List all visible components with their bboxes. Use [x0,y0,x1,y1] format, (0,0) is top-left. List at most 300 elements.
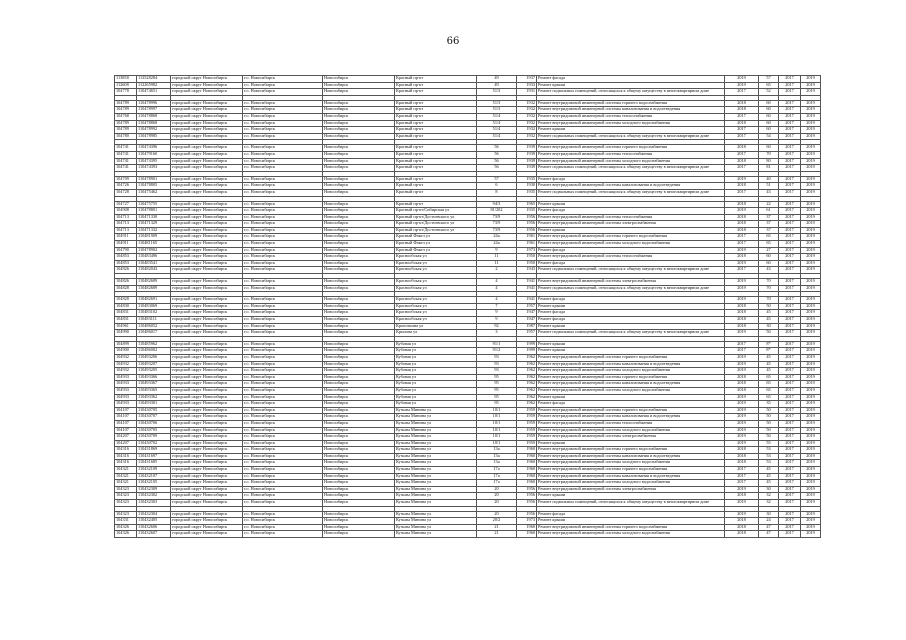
table-row [115,401,821,408]
table-cell-c2: 110478985 [137,133,171,140]
table-cell-c8: 1956 [517,486,537,493]
table-cell-c8: 1956 [517,511,537,518]
table-cell-c3: городской округ Новосибирск [171,201,243,208]
table-cell-c13: 2019 [801,317,821,324]
table-cell-c4: г.о. Новосибирск [243,247,323,254]
table-cell-c13: 2019 [801,518,821,525]
table-cell-c10: 2019 [725,76,759,83]
table-cell-c9: Ремонт внутридомовой инженерной системы горячего водоснабжения [537,234,725,241]
table-cell-c3: городской округ Новосибирск [171,221,243,228]
table-cell-c3: городской округ Новосибирск [171,440,243,447]
table-cell-c13: 2019 [801,394,821,401]
table-row [115,89,821,96]
table-cell-c5: Новосибирск [323,440,395,447]
table-row [115,133,821,140]
table-cell-c4: г.о. Новосибирск [243,453,323,460]
table-cell-c8: 1935 [517,189,537,196]
table-cell-c2: 110432405 [137,518,171,525]
table-cell-c2: 110430705 [137,427,171,434]
table-cell-c6: Кузьмы Минина ул [395,440,477,447]
table-cell-c11: 60 [759,145,779,152]
table-cell-c3: городской округ Новосибирск [171,407,243,414]
table-cell-c10: 2019 [725,420,759,427]
table-cell-c1: 104790 [115,247,137,254]
table-cell-c3: городской округ Новосибирск [171,241,243,248]
table-cell-c13: 2019 [801,460,821,467]
table-cell-c9: Ремонт внутридомовой инженерной системы теплоснабжения [537,151,725,158]
table-cell-c3: городской округ Новосибирск [171,100,243,107]
table-cell-c1: 104107 [115,427,137,434]
table-cell-c10: 2017 [725,133,759,140]
table-cell-c2: 110432303 [137,500,171,507]
table-cell-c12: 2017 [779,285,801,292]
table-cell-c2: 110432109 [137,467,171,474]
table-cell-c9: Ремонт внутридомовой инженерной системы горячего водоснабжения [537,467,725,474]
table-cell-c6: Красный пр-кт [395,189,477,196]
table-cell-c2: 110478997 [137,107,171,114]
table-cell-c3: городской округ Новосибирск [171,387,243,394]
table-cell-c1: 104741 [115,158,137,165]
table-cell-c10: 2017 [725,467,759,474]
table-cell-c13: 2019 [801,227,821,234]
table-cell-c7: 51/4 [477,127,517,134]
table-cell-c3: городской округ Новосибирск [171,127,243,134]
table-cell-c1: 112608 [115,82,137,89]
table-cell-c4: г.о. Новосибирск [243,127,323,134]
table-cell-c8: 1960 [517,480,537,487]
table-cell-c3: городской округ Новосибирск [171,453,243,460]
table-cell-c8: 1932 [517,100,537,107]
table-cell-c11: 50 [759,407,779,414]
table-cell-c13: 2019 [801,107,821,114]
table-cell-c3: городской округ Новосибирск [171,260,243,267]
table-cell-c8: 1937 [517,76,537,83]
table-cell-c5: Новосибирск [323,82,395,89]
table-cell-c5: Новосибирск [323,260,395,267]
table-row [115,189,821,196]
table-body [115,76,821,538]
table-cell-c11: 57 [759,76,779,83]
table-cell-c13: 2019 [801,500,821,507]
table-cell-c11: 65 [759,234,779,241]
table-cell-c1: 104933 [115,401,137,408]
table-cell-c5: Новосибирск [323,401,395,408]
table-cell-c11: 70 [759,297,779,304]
table-cell-c11: 53 [759,460,779,467]
table-cell-c3: городской округ Новосибирск [171,486,243,493]
table-cell-c8: 1965 [517,201,537,208]
table-cell-c10: 2017 [725,113,759,120]
table-cell-c1: 104207 [115,440,137,447]
table-cell-c11: 70 [759,285,779,292]
table-cell-c10: 2018 [725,323,759,330]
table-cell-c12: 2017 [779,310,801,317]
table-cell-c13: 2019 [801,434,821,441]
table-cell-c10: 2019 [725,440,759,447]
table-cell-c2: 110430705 [137,407,171,414]
table-cell-c12: 2017 [779,407,801,414]
table-cell-c1: 104899 [115,341,137,348]
table-cell-c9: Ремонт подвальных помещений, относящихся к общему имуществу в многоквартирном доме [537,330,725,337]
table-cell-c7: 17а [477,473,517,480]
table-cell-c12: 2017 [779,133,801,140]
table-cell-c4: г.о. Новосибирск [243,427,323,434]
table-cell-c11: 53 [759,453,779,460]
table-cell-c8: 1959 [517,420,537,427]
table-cell-c7: 51/3 [477,89,517,96]
table-cell-c6: Краснообская ул [395,285,477,292]
table-cell-c8: 1932 [517,113,537,120]
table-row [115,113,821,120]
table-cell-c10: 2018 [725,100,759,107]
table-cell-c6: Красный пр-кт [395,133,477,140]
table-cell-c4: г.о. Новосибирск [243,214,323,221]
table-cell-c13: 2019 [801,89,821,96]
table-row [115,341,821,348]
table-cell-c9: Ремонт внутридомовой инженерной системы электроснабжения [537,434,725,441]
table-cell-c6: Красный пр-кт [395,183,477,190]
table-row [115,447,821,454]
table-cell-c2: 110478805 [137,183,171,190]
table-cell-c5: Новосибирск [323,420,395,427]
table-cell-c9: Ремонт фасада [537,176,725,183]
table-cell-c9: Ремонт фасада [537,208,725,215]
table-cell-c11: 60 [759,107,779,114]
table-cell-c12: 2017 [779,227,801,234]
table-cell-c12: 2017 [779,401,801,408]
table-cell-c12: 2017 [779,89,801,96]
table-cell-c13: 2019 [801,208,821,215]
table-cell-c2: 110486052 [137,323,171,330]
table-cell-c4: г.о. Новосибирск [243,374,323,381]
table-cell-c4: г.о. Новосибирск [243,89,323,96]
table-row [115,303,821,310]
table-cell-c8: 1947 [517,310,537,317]
table-cell-c6: Кропоткина ул [395,323,477,330]
table-cell-c10: 2017 [725,241,759,248]
table-cell-c11: 30 [759,486,779,493]
table-cell-c4: г.о. Новосибирск [243,467,323,474]
table-cell-c7: 51/4 [477,113,517,120]
table-row [115,82,821,89]
table-cell-c10: 2017 [725,234,759,241]
table-cell-c13: 2019 [801,234,821,241]
table-cell-c8: 1960 [517,473,537,480]
table-cell-c11: 30 [759,323,779,330]
table-cell-c12: 2017 [779,176,801,183]
table-cell-c10: 2017 [725,89,759,96]
table-cell-c2: 110478901 [137,176,171,183]
table-cell-c12: 2017 [779,76,801,83]
table-cell-c8: 1935 [517,176,537,183]
table-cell-c4: г.о. Новосибирск [243,440,323,447]
table-cell-c6: Кузьмы Минина ул [395,473,477,480]
table-row [115,354,821,361]
table-cell-c9: Ремонт внутридомовой инженерной системы электроснабжения [537,279,725,286]
table-cell-c13: 2019 [801,493,821,500]
table-row [115,368,821,375]
table-row [115,387,821,394]
table-cell-c13: 2019 [801,330,821,337]
table-row [115,434,821,441]
table-cell-c2: 110485962 [137,341,171,348]
table-cell-c1: 104727 [115,201,137,208]
table-cell-c3: городской округ Новосибирск [171,341,243,348]
table-row [115,208,821,215]
table-cell-c8: 1932 [517,120,537,127]
table-cell-c10: 2018 [725,107,759,114]
table-cell-c5: Новосибирск [323,267,395,274]
table-cell-c9: Ремонт фасада [537,76,725,83]
table-cell-c1: 104741 [115,145,137,152]
page-number: 66 [446,36,460,47]
table-cell-c3: городской округ Новосибирск [171,460,243,467]
table-cell-c1: 104321 [115,467,137,474]
table-cell-c8: 1941 [517,279,537,286]
table-cell-c6: Кузьмы Минина ул [395,414,477,421]
table-cell-c12: 2017 [779,348,801,355]
table-cell-c2: 110493366 [137,374,171,381]
table-cell-c12: 2017 [779,297,801,304]
table-cell-c2: 110478868 [137,113,171,120]
table-cell-c5: Новосибирск [323,500,395,507]
table-cell-c6: Кубовая ул [395,341,477,348]
table-cell-c12: 2017 [779,493,801,500]
table-cell-c4: г.о. Новосибирск [243,524,323,531]
table-cell-c10: 2018 [725,387,759,394]
table-cell-c7: 9 [477,317,517,324]
table-cell-c2: 110430706 [137,420,171,427]
table-cell-c12: 2017 [779,447,801,454]
table-cell-c8: 1950 [517,260,537,267]
table-cell-c13: 2019 [801,113,821,120]
table-cell-c2: 110478902 [137,247,171,254]
table-cell-c7: 49 [477,82,517,89]
table-cell-c13: 2019 [801,247,821,254]
table-cell-c2: 110483102 [137,310,171,317]
table-cell-c6: Красный пр-кт [395,201,477,208]
table-cell-c6: Кузьмы Минина ул [395,453,477,460]
table-cell-c3: городской округ Новосибирск [171,107,243,114]
table-cell-c11: 50 [759,330,779,337]
table-cell-c5: Новосибирск [323,165,395,172]
table-cell-c8: 1999 [517,348,537,355]
table-cell-c5: Новосибирск [323,133,395,140]
table-cell-c5: Новосибирск [323,158,395,165]
table-cell-c5: Новосибирск [323,323,395,330]
table-cell-c9: Ремонт внутридомовой инженерной системы канализования и водоотведения [537,453,725,460]
table-cell-c5: Новосибирск [323,414,395,421]
table-cell-c1: 104778 [115,89,137,96]
table-cell-c3: городской округ Новосибирск [171,145,243,152]
table-cell-c1: 104831 [115,310,137,317]
table-cell-c10: 2018 [725,254,759,261]
table-cell-c7: 93 [477,361,517,368]
table-cell-c3: городской округ Новосибирск [171,427,243,434]
table-cell-c4: г.о. Новосибирск [243,120,323,127]
table-cell-c9: Ремонт внутридомовой инженерной системы горячего водоснабжения [537,354,725,361]
table-cell-c10: 2019 [725,260,759,267]
table-cell-c6: Кузьмы Минина ул [395,427,477,434]
table-cell-c6: Красный пр-кт [395,113,477,120]
table-row [115,460,821,467]
table-cell-c1: 104911 [115,241,137,248]
table-cell-c4: г.о. Новосибирск [243,158,323,165]
table-row [115,348,821,355]
table-cell-c8: 1931 [517,89,537,96]
table-row [115,427,821,434]
table-cell-c4: г.о. Новосибирск [243,460,323,467]
table-cell-c2: 110483069 [137,303,171,310]
table-cell-c12: 2017 [779,486,801,493]
table-cell-c8: 1956 [517,214,537,221]
table-cell-c13: 2019 [801,310,821,317]
table-cell-c12: 2017 [779,387,801,394]
table-cell-c2: 110431869 [137,447,171,454]
table-cell-c2: 110430702 [137,440,171,447]
table-cell-c7: 93 [477,354,517,361]
table-cell-c3: городской округ Новосибирск [171,420,243,427]
table-cell-c6: Крылова ул [395,330,477,337]
table-cell-c1: 104768 [115,113,137,120]
table-cell-c7: 91/1 [477,341,517,348]
table-cell-c7: 95 [477,394,517,401]
table-cell-c4: г.о. Новосибирск [243,208,323,215]
table-cell-c9: Ремонт фасада [537,317,725,324]
table-cell-c11: 43 [759,267,779,274]
table-row [115,440,821,447]
table-cell-c2: 110486002 [137,348,171,355]
table-cell-c9: Ремонт подвальных помещений, относящихся к общему имуществу в многоквартирном доме [537,165,725,172]
table-cell-c12: 2017 [779,145,801,152]
table-cell-c5: Новосибирск [323,221,395,228]
table-cell-c12: 2017 [779,317,801,324]
table-cell-c9: Ремонт внутридомовой инженерной системы канализования и водоотведения [537,381,725,388]
table-cell-c9: Ремонт фасада [537,260,725,267]
table-cell-c6: Красный пр-кт [395,120,477,127]
table-cell-c7: 11 [477,260,517,267]
table-cell-c10: 2018 [725,120,759,127]
table-cell-c5: Новосибирск [323,341,395,348]
table-cell-c7: 51/3 [477,107,517,114]
table-cell-c7: 93 [477,368,517,375]
table-cell-c13: 2019 [801,260,821,267]
table-cell-c4: г.о. Новосибирск [243,165,323,172]
table-cell-c5: Новосибирск [323,368,395,375]
table-cell-c5: Новосибирск [323,310,395,317]
table-cell-c11: 54 [759,133,779,140]
table-cell-c4: г.о. Новосибирск [243,368,323,375]
table-cell-c7: 2 [477,267,517,274]
table-cell-c10: 2019 [725,368,759,375]
table-cell-c9: Ремонт внутридомовой инженерной системы электроснабжения [537,486,725,493]
table-cell-c2: 110478801 [137,208,171,215]
table-cell-c12: 2017 [779,183,801,190]
table-cell-c9: Ремонт подвальных помещений, относящихся к общему имуществу в многоквартирном доме [537,189,725,196]
table-cell-c2: 110432105 [137,480,171,487]
table-cell-c2: 110471329 [137,221,171,228]
table-cell-c10: 2018 [725,303,759,310]
table-cell-c12: 2017 [779,467,801,474]
table-cell-c8: 1960 [517,531,537,538]
table-cell-c7: 73/9 [477,221,517,228]
table-cell-c1: 104728 [115,189,137,196]
table-cell-c5: Новосибирск [323,486,395,493]
table-row [115,201,821,208]
table-cell-c7: 4 [477,285,517,292]
table-cell-c11: 27 [759,247,779,254]
table-cell-c4: г.о. Новосибирск [243,381,323,388]
table-cell-c2: 110482043 [137,267,171,274]
table-cell-c11: 60 [759,127,779,134]
table-cell-c3: городской округ Новосибирск [171,317,243,324]
table-cell-c2: 110475755 [137,201,171,208]
table-cell-c8: 1932 [517,107,537,114]
table-row [115,531,821,538]
table-cell-c5: Новосибирск [323,227,395,234]
table-cell-c13: 2019 [801,414,821,421]
table-cell-c3: городской округ Новосибирск [171,330,243,337]
table-cell-c9: Ремонт внутридомовой инженерной системы горячего водоснабжения [537,100,725,107]
table-cell-c5: Новосибирск [323,189,395,196]
table-cell-c9: Ремонт подвальных помещений, относящихся к общему имуществу в многоквартирном доме [537,133,725,140]
table-cell-c7: 8 [477,189,517,196]
table-cell-c10: 2018 [725,214,759,221]
table-cell-c6: Красный пр-кт [395,145,477,152]
table-cell-c11: 45 [759,361,779,368]
table-cell-c3: городской округ Новосибирск [171,133,243,140]
table-row [115,420,821,427]
table-cell-c9: Ремонт внутридомовой инженерной системы горячего водоснабжения [537,145,725,152]
table-cell-c8: 1960 [517,467,537,474]
table-cell-c11: 61 [759,208,779,215]
table-cell-c8: 1959 [517,427,537,434]
table-cell-c2: 110493301 [137,401,171,408]
table-cell-c7: 51/4 [477,133,517,140]
table-cell-c5: Новосибирск [323,303,395,310]
table-cell-c1: 104323 [115,511,137,518]
table-cell-c10: 2018 [725,493,759,500]
table-cell-c12: 2017 [779,531,801,538]
table-cell-c2: 110493206 [137,354,171,361]
table-cell-c10: 2019 [725,394,759,401]
table-cell-c12: 2017 [779,201,801,208]
table-cell-c10: 2019 [725,330,759,337]
table-cell-c10: 2018 [725,145,759,152]
table-cell-c5: Новосибирск [323,214,395,221]
table-cell-c4: г.о. Новосибирск [243,241,323,248]
table-cell-c10: 2019 [725,285,759,292]
table-cell-c7: 20 [477,511,517,518]
table-cell-c3: городской округ Новосибирск [171,401,243,408]
table-cell-c6: Кузьмы Минина ул [395,480,477,487]
table-cell-c6: Кубовая ул [395,401,477,408]
table-cell-c13: 2019 [801,341,821,348]
table-cell-c2: 110478868 [137,120,171,127]
table-cell-c5: Новосибирск [323,427,395,434]
table-cell-c8: 1959 [517,414,537,421]
table-cell-c2: 110474651 [137,89,171,96]
table-cell-c12: 2017 [779,460,801,467]
table-cell-c5: Новосибирск [323,176,395,183]
table-cell-c1: 104853 [115,254,137,261]
table-cell-c12: 2017 [779,127,801,134]
table-cell-c4: г.о. Новосибирск [243,387,323,394]
table-cell-c13: 2019 [801,354,821,361]
table-row [115,183,821,190]
table-cell-c8: 1959 [517,434,537,441]
table-cell-c2: 110483111 [137,317,171,324]
